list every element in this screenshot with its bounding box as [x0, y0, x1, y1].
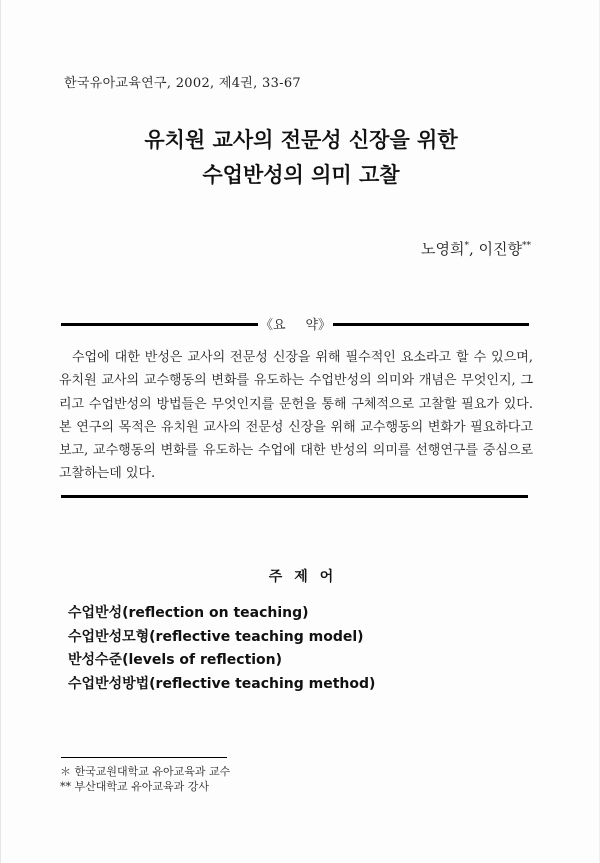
keywords-heading-char: 제 [294, 569, 308, 585]
paper-title-line-1: 유치원 교사의 전문성 신장을 위한 [144, 128, 458, 152]
journal-citation: 한국유아교육연구, 2002, 제4권, 33-67 [64, 76, 302, 91]
abstract-heading-close: 약》 [305, 318, 332, 333]
footnote-mark: * [464, 241, 469, 251]
footnote-item: ** 부산대학교 유아교육과 강사 [60, 780, 210, 793]
author-name: 이진향 [478, 240, 522, 258]
keyword-list [68, 602, 375, 696]
keyword-item: 수업반성모형(reflective teaching model) [68, 628, 364, 645]
keywords-heading-char: 어 [319, 569, 334, 585]
abstract-bottom-rule [61, 495, 528, 498]
abstract-text: 수업에 대한 반성은 교사의 전문성 신장을 위해 필수적인 요소라고 할 수 있으며, 유치원 교사의 교수행동의 변화를 유도하는 수업반성의 의미와 개념은 무엇인지, 그리고 수업반성의 방법들은 무엇인지를 문헌을 통해 구체적으로 고찰할 필요가 있다. 본 연구의 목적은 유치원 교사의 전문성 신장을 위해 교수행동의 변화가 필요하다고 보고, 교수행동의 변화를 유도하는 수업에 대한 반성의 의미를 선행연구를 중심으로 고찰하는데 있다. [59, 350, 533, 482]
author-separator: , [468, 240, 479, 258]
keyword-item: 수업반성방법(reflective teaching method) [68, 675, 376, 692]
keywords-heading-char: 주 [268, 569, 283, 585]
paper-title-line-2: 수업반성의 의미 고찰 [202, 163, 400, 187]
keyword-item: 반성수준(levels of reflection) [68, 652, 283, 668]
author-list [421, 238, 531, 259]
abstract-rule-left [61, 323, 258, 326]
abstract-heading [258, 314, 333, 333]
keywords-heading [1, 566, 600, 586]
abstract-rule-right [333, 323, 529, 326]
footnote-item: ＊ 한국교원대학교 유아교육과 교수 [60, 765, 231, 778]
footnotes [60, 764, 230, 794]
author-name: 노영희 [420, 240, 465, 258]
footnote-separator [61, 757, 227, 758]
keyword-item: 수업반성(reflection on teaching) [68, 605, 309, 621]
footnote-mark: ** [522, 241, 531, 251]
abstract-heading-open: 《요 [259, 318, 286, 333]
